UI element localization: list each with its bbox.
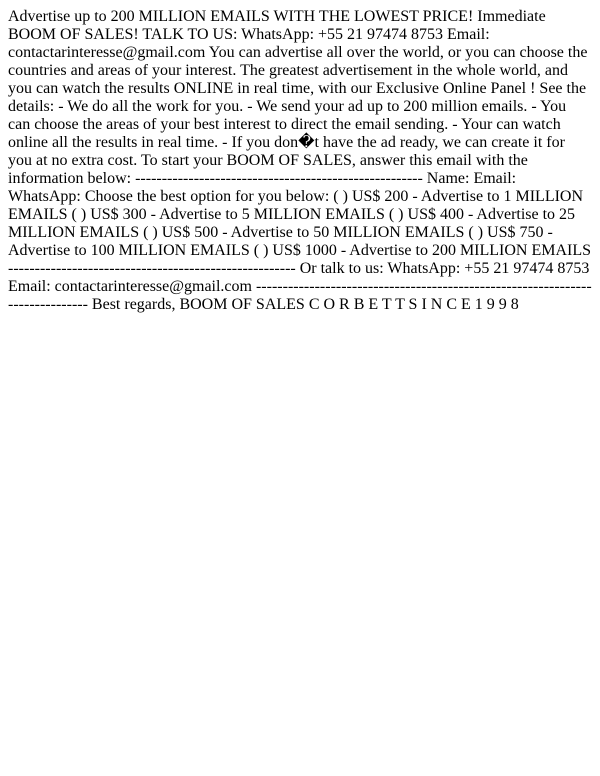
email-message-body: Advertise up to 200 MILLION EMAILS WITH THE LOWEST PRICE! Immediate BOOM OF SALES! TALK TO US: WhatsApp: +55 21 97474 8753 Email: contactarinteresse@gmail.com You can advertise all over the world, or you can choose the countries and areas of your interest. The greatest advertisement in the whole world, and you can watch the results ONLINE in real time, with our Exclusive Online Panel ! See the details: - We do all the work for you. - We send your ad up to 200 million emails. - You can choose the areas of your best interest to direct the email sending. - Your can watch online all the results in real time. - If you don�t have the ad ready, we can create it for you at no extra cost. To start your BOOM OF SALES, answer this email with the information below: ------------------------------------------------------ Name: Email: WhatsApp: Choose the best option for you below: ( ) US$ 200 - Advertise to 1 MILLION EMAILS ( ) US$ 300 - Advertise to 5 MILLION EMAILS ( ) US$ 400 - Advertise to 25 MILLION EMAILS ( ) US$ 500 - Advertise to 50 MILLION EMAILS ( ) US$ 750 - Advertise to 100 MILLION EMAILS ( ) US$ 1000 - Advertise to 200 MILLION EMAILS ------------------------------------------------------ Or talk to us: WhatsApp: +55 21 97474 8753 Email: contactarinteresse@gmail.com ------------------------------------------------------------------------------ Best regards, BOOM OF SALES C O R B E T T S I N C E 1 9 9 8 xyxy=(8,8,592,313)
